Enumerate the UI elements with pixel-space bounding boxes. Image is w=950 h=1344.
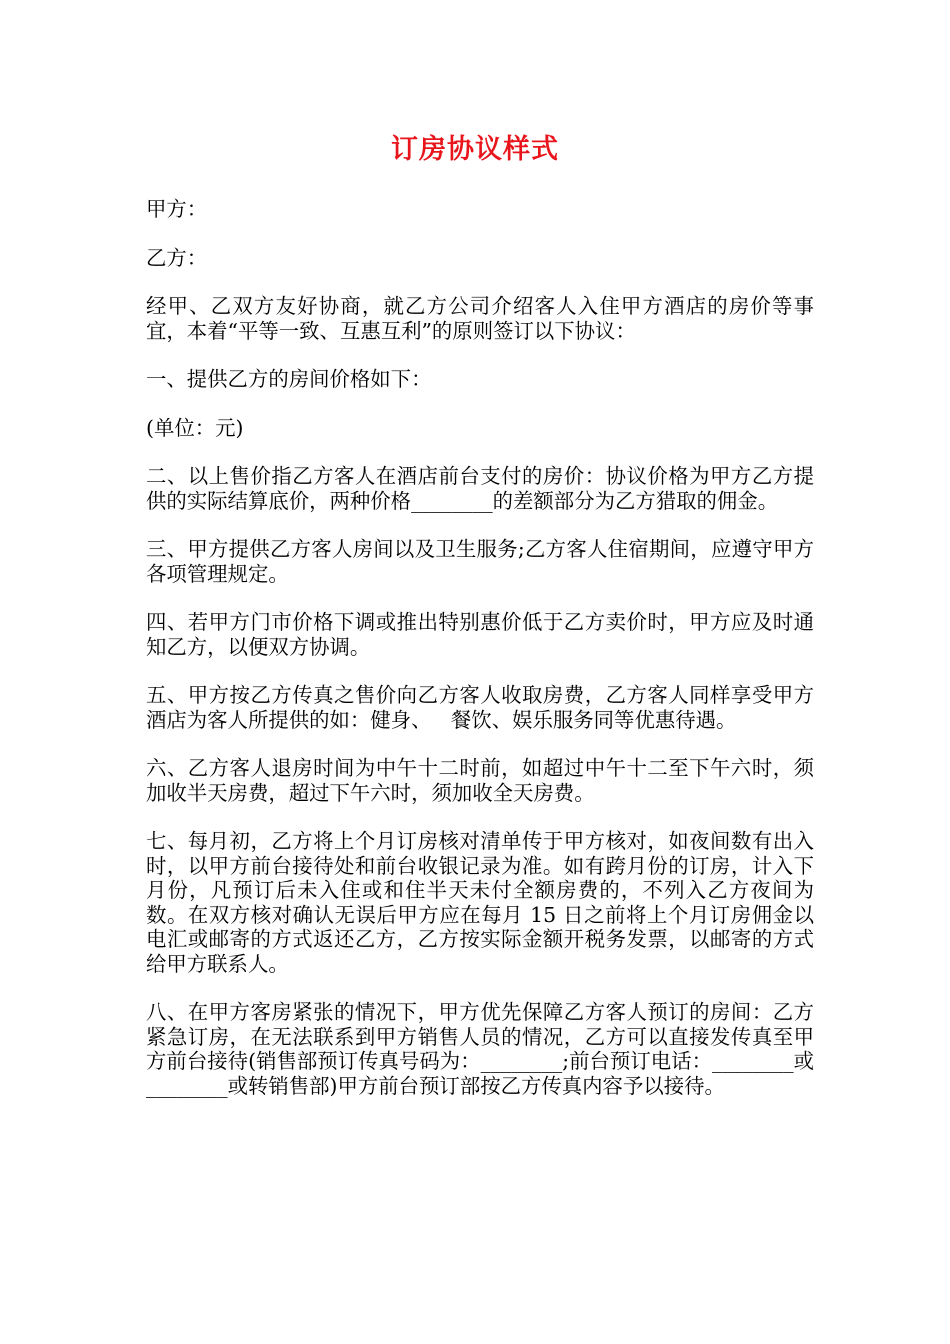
clause-6: 六、乙方客人退房时间为中午十二时前，如超过中午十二至下午六时，须加收半天房费，超过下午六时，须加收全天房费。 [146,756,814,805]
clause-3: 三、甲方提供乙方客人房间以及卫生服务;乙方客人住宿期间，应遵守甲方各项管理规定。 [146,537,814,586]
party-b-line: 乙方： [146,245,208,270]
clause-8: 八、在甲方客房紧张的情况下，甲方优先保障乙方客人预订的房间：乙方紧急订房，在无法联系到甲方销售人员的情况，乙方可以直接发传真至甲方前台接待(销售部预订传真号码为：________;前台预订电话：________或________或转销售部)甲方前台预订部按乙方传真内容予以接待。 [146,1000,814,1098]
clause-5: 五、甲方按乙方传真之售价向乙方客人收取房费，乙方客人同样享受甲方酒店为客人所提供的如：健身、 餐饮、娱乐服务同等优惠待遇。 [146,683,814,732]
preamble-paragraph: 经甲、乙双方友好协商，就乙方公司介绍客人入住甲方酒店的房价等事宜，本着“平等一致、互惠互利”的原则签订以下协议： [146,294,814,343]
document-title: 订房协议样式 [391,134,559,165]
unit-note: (单位：元) [146,415,244,440]
clause-1: 一、提供乙方的房间价格如下： [146,367,432,391]
party-a-line: 甲方： [146,197,208,221]
clause-2: 二、以上售价指乙方客人在酒店前台支付的房价：协议价格为甲方乙方提供的实际结算底价，两种价格________的差额部分为乙方猎取的佣金。 [146,464,814,513]
clause-4: 四、若甲方门市价格下调或推出特别惠价低于乙方卖价时，甲方应及时通知乙方，以便双方协调。 [146,610,814,659]
document-body [146,197,814,1122]
clause-7: 七、每月初，乙方将上个月订房核对清单传于甲方核对，如夜间数有出入时，以甲方前台接待处和前台收银记录为准。如有跨月份的订房，计入下月份，凡预订后未入住或和住半天未付全额房费的，不列入乙方夜间为数。在双方核对确认无误后甲方应在每月 15 日之前将上个月订房佣金以电汇或邮寄的方式返还乙方，乙方按实际金额开税务发票，以邮寄的方式给甲方联系人。 [146,829,814,976]
